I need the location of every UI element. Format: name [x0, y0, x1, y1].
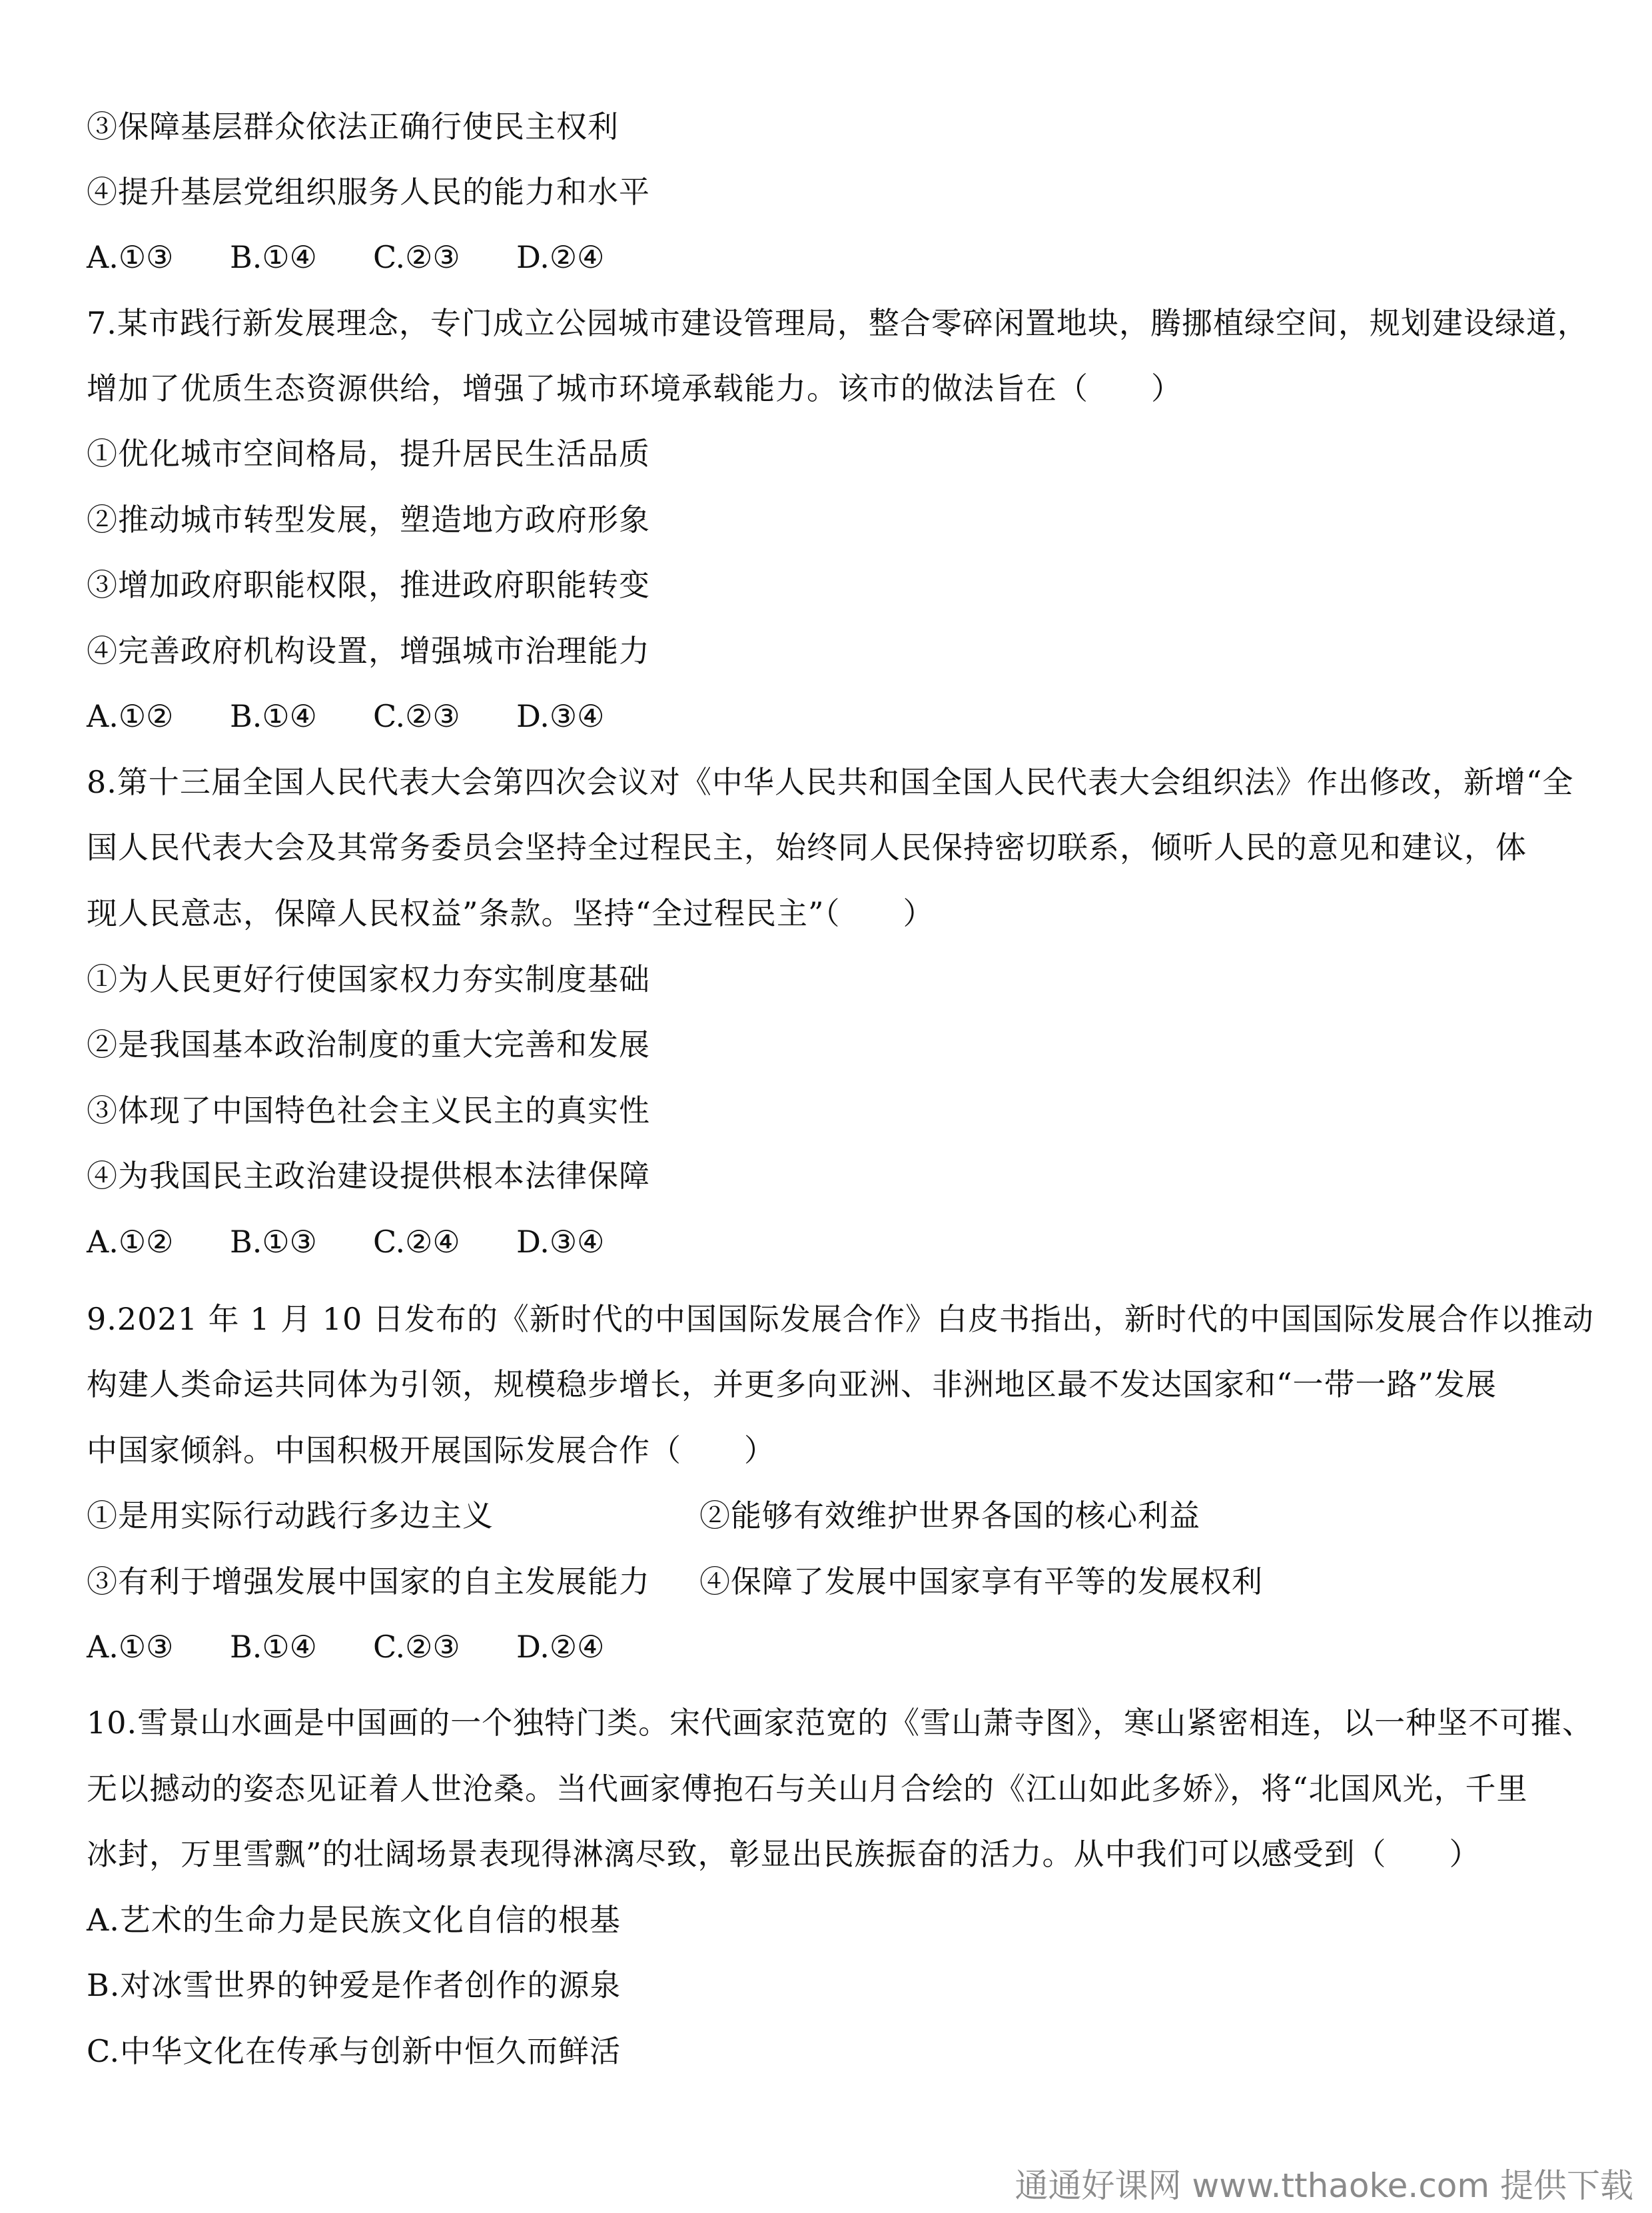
q7-option-b: B.①④: [230, 698, 317, 734]
watermark-text: 通通好课网 www.tthaoke.com 提供下载: [1015, 2166, 1633, 2205]
q10-stem-line-3: 冰封，万里雪飘”的壮阔场景表现得淋漓尽致，彰显出民族振奋的活力。从中我们可以感受到（ ）: [87, 1836, 1481, 1872]
q7-stem-line-1: 7.某市践行新发展理念，专门成立公园城市建设管理局，整合零碎闲置地块，腾挪植绿空间，规划建设绿道，: [87, 305, 1589, 341]
q8-option-b: B.①③: [230, 1224, 317, 1260]
q9-item-3: ③有利于增强发展中国家的自主发展能力: [87, 1563, 650, 1599]
q6-options: [87, 237, 659, 277]
q9-item-1: ①是用实际行动践行多边主义: [87, 1498, 494, 1534]
q8-item-1: ①为人民更好行使国家权力夯实制度基础: [87, 961, 650, 997]
q8-item-3: ③体现了中国特色社会主义民主的真实性: [87, 1093, 650, 1128]
q8-stem-line-3: 现人民意志，保障人民权益”条款。坚持“全过程民主”（ ）: [87, 895, 935, 931]
q8-item-4: ④为我国民主政治建设提供根本法律保障: [87, 1158, 650, 1194]
q9-option-b: B.①④: [230, 1629, 317, 1665]
q8-item-2: ②是我国基本政治制度的重大完善和发展: [87, 1027, 650, 1063]
q8-option-c: C.②④: [373, 1224, 460, 1260]
q9-stem-line-1: 9.2021 年 1 月 10 日发布的《新时代的中国国际发展合作》白皮书指出，新时代的中国国际发展合作以推动: [87, 1301, 1594, 1337]
q7-option-d: D.③④: [516, 698, 605, 734]
q7-options: [87, 696, 659, 736]
q10-choice-c: C.中华文化在传承与创新中恒久而鲜活: [87, 2033, 621, 2069]
q8-stem-line-1: 8.第十三届全国人民代表大会第四次会议对《中华人民共和国全国人民代表大会组织法》作出修改，新增“全: [87, 764, 1574, 800]
q7-stem-line-2: 增加了优质生态资源供给，增强了城市环境承载能力。该市的做法旨在（ ）: [87, 370, 1182, 406]
q7-option-a: A.①②: [87, 698, 174, 734]
q9-item-4: ④保障了发展中国家享有平等的发展权利: [699, 1563, 1263, 1599]
q10-choice-a: A.艺术的生命力是民族文化自信的根基: [87, 1902, 621, 1938]
q8-option-a: A.①②: [87, 1224, 174, 1260]
q8-options: [87, 1222, 659, 1262]
q9-option-c: C.②③: [373, 1629, 460, 1665]
q9-options: [87, 1627, 659, 1667]
q10-stem-line-1: 10.雪景山水画是中国画的一个独特门类。宋代画家范宽的《雪山萧寺图》，寒山紧密相连，以一种坚不可摧、: [87, 1705, 1594, 1741]
q7-item-2: ②推动城市转型发展，塑造地方政府形象: [87, 502, 650, 538]
q7-option-c: C.②③: [373, 698, 460, 734]
q8-stem-line-2: 国人民代表大会及其常务委员会坚持全过程民主，始终同人民保持密切联系，倾听人民的意见和建议，体: [87, 829, 1527, 865]
q6-option-b: B.①④: [230, 239, 317, 275]
q6-option-d: D.②④: [516, 239, 605, 275]
q9-item-2: ②能够有效维护世界各国的核心利益: [699, 1498, 1200, 1534]
q6-option-a: A.①③: [87, 239, 174, 275]
q6-option-c: C.②③: [373, 239, 460, 275]
q7-item-3: ③增加政府职能权限，推进政府职能转变: [87, 567, 650, 603]
q7-item-4: ④完善政府机构设置，增强城市治理能力: [87, 633, 650, 669]
q9-option-a: A.①③: [87, 1629, 174, 1665]
q9-option-d: D.②④: [516, 1629, 605, 1665]
q10-choice-b: B.对冰雪世界的钟爱是作者创作的源泉: [87, 1967, 621, 2003]
q7-item-1: ①优化城市空间格局，提升居民生活品质: [87, 436, 650, 472]
q10-stem-line-2: 无以撼动的姿态见证着人世沧桑。当代画家傅抱石与关山月合绘的《江山如此多娇》，将“北国风光，千里: [87, 1771, 1528, 1807]
q9-stem-line-3: 中国家倾斜。中国积极开展国际发展合作（ ）: [87, 1432, 775, 1468]
q6-item-4: ④提升基层党组织服务人民的能力和水平: [87, 174, 650, 210]
q9-stem-line-2: 构建人类命运共同体为引领，规模稳步增长，并更多向亚洲、非洲地区最不发达国家和“一带一路”发展: [87, 1366, 1497, 1402]
q8-option-d: D.③④: [516, 1224, 605, 1260]
q6-item-3: ③保障基层群众依法正确行使民主权利: [87, 109, 619, 145]
